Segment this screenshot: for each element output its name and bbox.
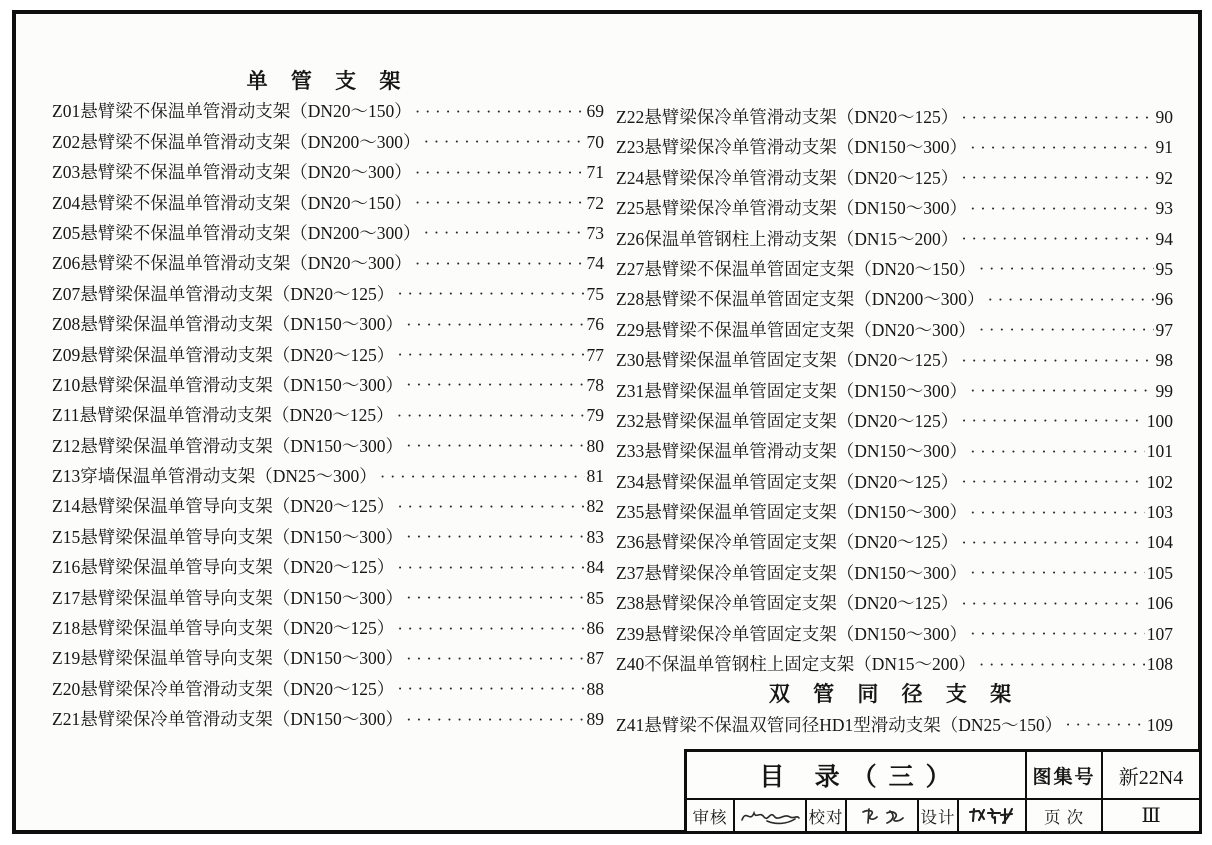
page-number-value: Ⅲ: [1101, 798, 1199, 831]
dot-leader: [979, 649, 1145, 680]
atlas-number-value: 新22N4: [1101, 752, 1199, 798]
dot-leader: [961, 223, 1153, 254]
entry-page-number: 91: [1155, 137, 1173, 158]
entry-title: Z23悬臂梁保冷单管滑动支架（DN150～300）: [616, 137, 967, 158]
entry-title: Z24悬臂梁保冷单管滑动支架（DN20～125）: [616, 167, 959, 188]
entry-title: Z17悬臂梁保温单管导向支架（DN150～300）: [52, 587, 403, 608]
proofreader-label: 校对: [805, 798, 845, 831]
entry-title: Z29悬臂梁不保温单管固定支架（DN20～300）: [616, 319, 976, 340]
designer-signature-scribble: [966, 805, 1018, 827]
entry-title: Z08悬臂梁保温单管滑动支架（DN150～300）: [52, 314, 403, 335]
entry-page-number: 86: [586, 618, 604, 639]
toc-entry: [52, 552, 604, 582]
toc-entry: [616, 315, 1173, 345]
entry-title: Z40不保温单管钢柱上固定支架（DN15～200）: [616, 654, 976, 675]
toc-entry: [52, 674, 604, 704]
toc-entry: [616, 527, 1173, 557]
toc-column-right: [616, 102, 1173, 740]
section-header: 双 管 同 径 支 架: [768, 682, 1021, 707]
dot-leader: [397, 613, 584, 644]
entry-title: Z12悬臂梁保温单管滑动支架（DN150～300）: [52, 435, 403, 456]
entry-title: Z15悬臂梁保温单管导向支架（DN150～300）: [52, 526, 403, 547]
entry-page-number: 78: [586, 374, 604, 395]
entry-title: Z21悬臂梁保冷单管滑动支架（DN150～300）: [52, 709, 403, 730]
entry-title: Z13穿墙保温单管滑动支架（DN25～300）: [52, 466, 377, 487]
dot-leader: [415, 248, 585, 279]
entry-title: Z26保温单管钢柱上滑动支架（DN15～200）: [616, 228, 959, 249]
proofreader-signature: [845, 798, 917, 831]
entry-title: Z11悬臂梁保温单管滑动支架（DN20～125）: [52, 405, 394, 426]
entry-title: Z03悬臂梁不保温单管滑动支架（DN20～300）: [52, 162, 412, 183]
toc-entry: [616, 254, 1173, 284]
toc-entry: [616, 132, 1173, 162]
entry-page-number: 87: [586, 648, 604, 669]
dot-leader: [397, 552, 584, 583]
entry-page-number: 98: [1155, 350, 1173, 371]
toc-entry: [616, 649, 1173, 679]
dot-leader: [970, 557, 1145, 588]
entry-page-number: 79: [586, 405, 604, 426]
dot-leader: [961, 345, 1153, 376]
entry-page-number: 94: [1155, 228, 1173, 249]
entry-page-number: 107: [1146, 623, 1173, 644]
dot-leader: [406, 582, 585, 613]
dot-leader: [397, 491, 584, 522]
dot-leader: [406, 430, 585, 461]
entry-page-number: 81: [586, 466, 604, 487]
toc-entry: [616, 163, 1173, 193]
entry-title: Z02悬臂梁不保温单管滑动支架（DN200～300）: [52, 131, 421, 152]
entry-title: Z27悬臂梁不保温单管固定支架（DN20～150）: [616, 258, 976, 279]
entry-title: Z34悬臂梁保温单管固定支架（DN20～125）: [616, 471, 959, 492]
entry-page-number: 101: [1146, 441, 1173, 462]
dot-leader: [970, 436, 1145, 467]
toc-entry: [52, 522, 604, 552]
toc-column-left: [52, 66, 604, 735]
entry-page-number: 103: [1146, 502, 1173, 523]
entry-page-number: 85: [586, 587, 604, 608]
dot-leader: [970, 618, 1145, 649]
proofreader-signature-scribble: [855, 805, 909, 827]
dot-leader: [970, 132, 1154, 163]
entry-page-number: 90: [1155, 107, 1173, 127]
toc-entry: [616, 376, 1173, 406]
entry-page-number: 108: [1146, 654, 1173, 675]
entry-page-number: 71: [586, 162, 604, 183]
title-block: [684, 749, 1202, 834]
reviewer-signature-scribble: [739, 805, 801, 827]
entry-title: Z16悬臂梁保温单管导向支架（DN20～125）: [52, 557, 395, 578]
entry-title: Z05悬臂梁不保温单管滑动支架（DN200～300）: [52, 222, 421, 243]
dot-leader: [970, 193, 1154, 224]
dot-leader: [406, 704, 585, 735]
toc-entry: [616, 558, 1173, 588]
toc-entry: [52, 309, 604, 339]
entry-page-number: 104: [1146, 532, 1173, 553]
entry-page-number: 82: [586, 496, 604, 517]
toc-entry: [616, 284, 1173, 314]
toc-entry: [616, 588, 1173, 618]
entry-title: Z06悬臂梁不保温单管滑动支架（DN20～300）: [52, 253, 412, 274]
toc-entry: [52, 491, 604, 521]
toc-entry: [616, 710, 1173, 740]
dot-leader: [380, 461, 585, 492]
dot-leader: [961, 466, 1145, 497]
entry-title: Z30悬臂梁保温单管固定支架（DN20～125）: [616, 350, 959, 371]
toc-entry: [616, 497, 1173, 527]
dot-leader: [406, 521, 585, 552]
entry-page-number: 75: [586, 283, 604, 304]
entry-page-number: 92: [1155, 167, 1173, 188]
page-number-label: 页 次: [1025, 798, 1101, 831]
toc-entry: [616, 619, 1173, 649]
entry-page-number: 105: [1146, 562, 1173, 583]
page-border-frame: [12, 10, 1202, 834]
entry-title: Z28悬臂梁不保温单管固定支架（DN200～300）: [616, 289, 985, 310]
dot-leader: [961, 405, 1145, 436]
toc-entry: [616, 193, 1173, 223]
entry-page-number: 109: [1146, 714, 1173, 735]
reviewer-signature: [733, 798, 805, 831]
toc-entry: [616, 467, 1173, 497]
entry-page-number: 69: [586, 101, 604, 122]
entry-title: Z14悬臂梁保温单管导向支架（DN20～125）: [52, 496, 395, 517]
entry-page-number: 83: [586, 526, 604, 547]
dot-leader: [970, 497, 1145, 528]
toc-entry: [52, 583, 604, 613]
toc-entry: [616, 436, 1173, 466]
toc-entry: [52, 461, 604, 491]
toc-entry: [52, 279, 604, 309]
entry-page-number: 72: [586, 192, 604, 213]
entry-title: Z36悬臂梁保冷单管固定支架（DN20～125）: [616, 532, 959, 553]
toc-entry: [52, 643, 604, 673]
toc-entry: [616, 102, 1173, 132]
dot-leader: [415, 157, 585, 188]
toc-entry: [616, 345, 1173, 375]
toc-entry: [52, 188, 604, 218]
toc-entry: [52, 613, 604, 643]
dot-leader: [961, 102, 1153, 133]
entry-title: Z18悬臂梁保温单管导向支架（DN20～125）: [52, 618, 395, 639]
entry-page-number: 88: [586, 678, 604, 699]
dot-leader: [987, 284, 1153, 315]
dot-leader: [961, 588, 1145, 619]
toc-entry: [52, 127, 604, 157]
toc-entry: [52, 400, 604, 430]
designer-signature: [957, 798, 1025, 831]
entry-page-number: 106: [1146, 593, 1173, 614]
toc-entry: [52, 248, 604, 278]
entry-page-number: 84: [586, 557, 604, 578]
entry-title: Z09悬臂梁保温单管滑动支架（DN20～125）: [52, 344, 395, 365]
section-header: 单 管 支 架: [246, 69, 410, 93]
dot-leader: [423, 126, 584, 157]
dot-leader: [1065, 709, 1145, 740]
toc-entry: [52, 370, 604, 400]
toc-entry: [52, 96, 604, 126]
entry-title: Z37悬臂梁保冷单管固定支架（DN150～300）: [616, 562, 967, 583]
dot-leader: [397, 400, 585, 431]
dot-leader: [961, 527, 1145, 558]
entry-page-number: 77: [586, 344, 604, 365]
entry-title: Z07悬臂梁保温单管滑动支架（DN20～125）: [52, 283, 395, 304]
toc-entry: [52, 704, 604, 734]
dot-leader: [970, 375, 1154, 406]
dot-leader: [423, 217, 584, 248]
toc-entry: [616, 224, 1173, 254]
entry-title: Z04悬臂梁不保温单管滑动支架（DN20～150）: [52, 192, 412, 213]
entry-title: Z25悬臂梁保冷单管滑动支架（DN150～300）: [616, 198, 967, 219]
toc-entry: [52, 431, 604, 461]
entry-page-number: 80: [586, 435, 604, 456]
entry-title: Z22悬臂梁保冷单管滑动支架（DN20～125）: [616, 107, 959, 127]
dot-leader: [979, 314, 1154, 345]
entry-title: Z33悬臂梁保温单管滑动支架（DN150～300）: [616, 441, 967, 462]
dot-leader: [406, 643, 585, 674]
entry-page-number: 99: [1155, 380, 1173, 401]
entry-page-number: 73: [586, 222, 604, 243]
title-block-title: 目 录（三）: [759, 764, 963, 791]
entry-page-number: 74: [586, 253, 604, 274]
entry-page-number: 96: [1155, 289, 1173, 310]
toc-entry: [52, 340, 604, 370]
toc-entry: [616, 406, 1173, 436]
entry-title: Z41悬臂梁不保温双管同径HD1型滑动支架（DN25～150）: [616, 714, 1063, 735]
dot-leader: [397, 339, 584, 370]
entry-page-number: 102: [1146, 471, 1173, 492]
dot-leader: [406, 369, 585, 400]
entry-title: Z31悬臂梁保温单管固定支架（DN150～300）: [616, 380, 967, 401]
designer-label: 设计: [917, 798, 957, 831]
atlas-number-label: 图集号: [1025, 752, 1101, 798]
entry-page-number: 89: [586, 709, 604, 730]
dot-leader: [397, 673, 584, 704]
dot-leader: [415, 187, 585, 218]
entry-page-number: 97: [1155, 319, 1173, 340]
dot-leader: [415, 96, 585, 127]
dot-leader: [979, 253, 1154, 284]
entry-title: Z38悬臂梁保冷单管固定支架（DN20～125）: [616, 593, 959, 614]
entry-title: Z01悬臂梁不保温单管滑动支架（DN20～150）: [52, 101, 412, 122]
entry-page-number: 100: [1146, 410, 1173, 431]
dot-leader: [397, 278, 584, 309]
entry-page-number: 95: [1155, 258, 1173, 279]
entry-title: Z35悬臂梁保温单管固定支架（DN150～300）: [616, 502, 967, 523]
dot-leader: [961, 162, 1153, 193]
entry-page-number: 93: [1155, 198, 1173, 219]
reviewer-label: 审核: [687, 798, 733, 831]
entry-title: Z39悬臂梁保冷单管固定支架（DN150～300）: [616, 623, 967, 644]
entry-page-number: 70: [586, 131, 604, 152]
entry-title: Z32悬臂梁保温单管固定支架（DN20～125）: [616, 410, 959, 431]
toc-entry: [52, 218, 604, 248]
entry-title: Z20悬臂梁保冷单管滑动支架（DN20～125）: [52, 678, 395, 699]
entry-title: Z19悬臂梁保温单管导向支架（DN150～300）: [52, 648, 403, 669]
entry-page-number: 76: [586, 314, 604, 335]
dot-leader: [406, 309, 585, 340]
toc-entry: [52, 157, 604, 187]
entry-title: Z10悬臂梁保温单管滑动支架（DN150～300）: [52, 374, 403, 395]
